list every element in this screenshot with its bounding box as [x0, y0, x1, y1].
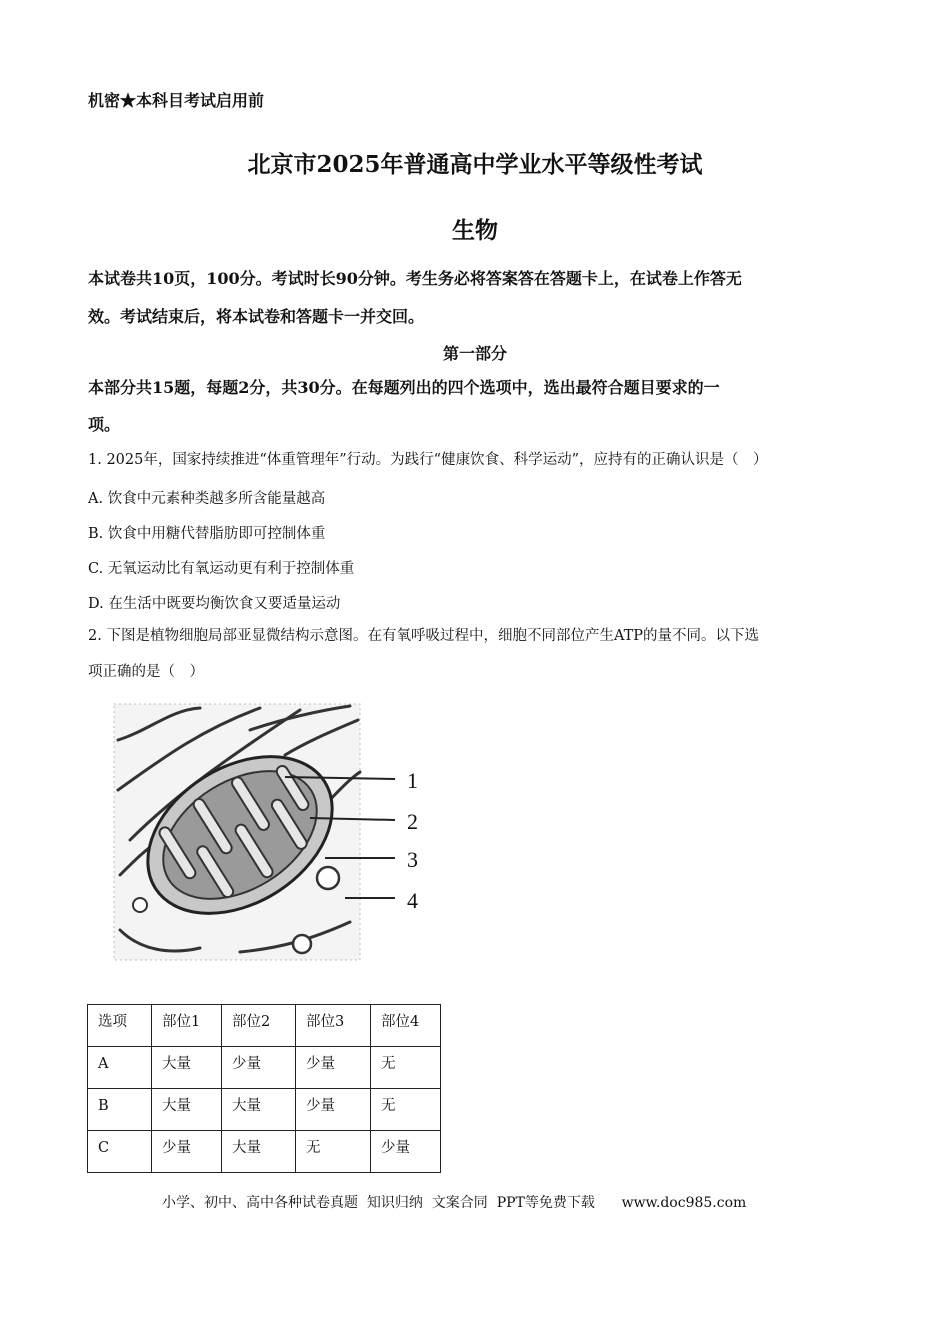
table-cell: C — [88, 1131, 152, 1173]
table-cell: A — [88, 1047, 152, 1089]
table-cell: 少量 — [152, 1131, 222, 1173]
table-cell: 少量 — [296, 1047, 371, 1089]
question-1-option-a: A. 饮食中元素种类越多所含能量越高 — [88, 491, 326, 507]
table-cell: 少量 — [222, 1047, 296, 1089]
footer-text: 小学、初中、高中各种试卷真题 知识归纳 文案合同 PPT等免费下载 — [162, 1195, 595, 1211]
table-header-cell: 部位1 — [152, 1005, 222, 1047]
figure-label-3: 3 — [407, 847, 418, 872]
table-cell: 少量 — [371, 1131, 441, 1173]
table-header-cell: 部位2 — [222, 1005, 296, 1047]
table-cell: 大量 — [152, 1047, 222, 1089]
part-title: 第一部分 — [442, 344, 507, 363]
table-cell: 大量 — [152, 1089, 222, 1131]
exam-title: 北京市2025年普通高中学业水平等级性考试 — [247, 151, 703, 178]
question-2-stem-line-1: 2. 下图是植物细胞局部亚显微结构示意图。在有氧呼吸过程中，细胞不同部位产生ATP的量不同。以下选 — [88, 628, 760, 644]
question-1-option-d: D. 在生活中既要均衡饮食又要适量运动 — [88, 596, 341, 612]
instructions-line-1: 本试卷共10页，100分。考试时长90分钟。考生务必将答案答在答题卡上，在试卷上作答无 — [88, 269, 742, 288]
part-description-line-1: 本部分共15题，每题2分，共30分。在每题列出的四个选项中，选出最符合题目要求的一 — [88, 378, 720, 397]
answer-options-table — [87, 1004, 441, 1173]
table-row — [88, 1047, 441, 1089]
question-1-stem: 1. 2025年，国家持续推进“体重管理年”行动。为践行“健康饮食、科学运动”，应持有的正确认识是（ ） — [88, 452, 768, 468]
figure-label-4: 4 — [407, 888, 418, 913]
figure-label-1: 1 — [407, 768, 418, 793]
instructions-line-2: 效。考试结束后，将本试卷和答题卡一并交回。 — [88, 307, 425, 326]
table-row — [88, 1131, 441, 1173]
table-header-row — [88, 1005, 441, 1047]
table-cell: 大量 — [222, 1131, 296, 1173]
question-1-option-b: B. 饮食中用糖代替脂肪即可控制体重 — [88, 526, 326, 542]
table-cell: 无 — [296, 1131, 371, 1173]
subject-title: 生物 — [452, 217, 498, 244]
table-cell: 无 — [371, 1089, 441, 1131]
table-cell: 无 — [371, 1047, 441, 1089]
confidential-notice: 机密★本科目考试启用前 — [88, 91, 265, 110]
page-footer — [162, 1192, 746, 1212]
part-description-line-2: 项。 — [88, 415, 121, 434]
mitochondrion-figure — [110, 700, 430, 968]
figure-label-2: 2 — [407, 809, 418, 834]
footer-website-link[interactable]: www.doc985.com — [621, 1195, 747, 1211]
question-2-stem-line-2: 项正确的是（ ） — [88, 664, 204, 680]
table-cell: B — [88, 1089, 152, 1131]
table-row — [88, 1089, 441, 1131]
table-cell: 大量 — [222, 1089, 296, 1131]
table-header-cell: 部位3 — [296, 1005, 371, 1047]
question-1-option-c: C. 无氧运动比有氧运动更有利于控制体重 — [88, 561, 355, 577]
table-cell: 少量 — [296, 1089, 371, 1131]
table-header-cell: 部位4 — [371, 1005, 441, 1047]
table-header-cell: 选项 — [88, 1005, 152, 1047]
